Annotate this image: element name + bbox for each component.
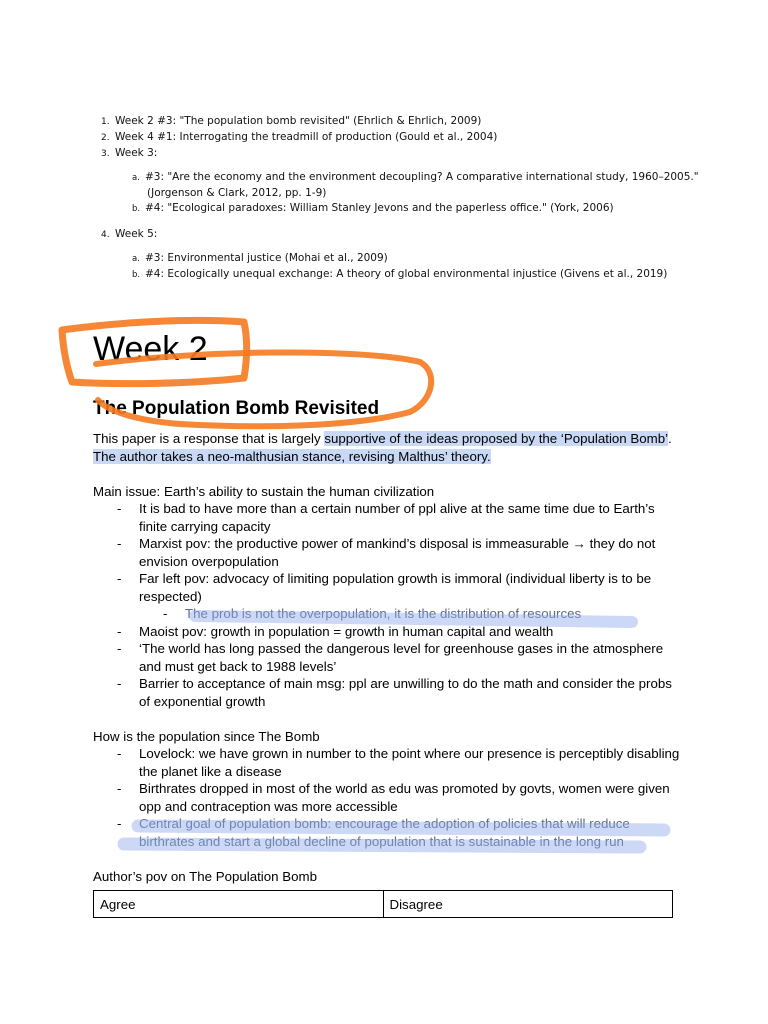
table-row [94, 891, 673, 918]
since-bomb-title: How is the population since The Bomb [93, 728, 320, 744]
list-item: - Central goal of population bomb: encourage the adoption of policies that will reduce birthrates and start a global decline of population that is sustainable in the long run [93, 815, 683, 850]
list-item: - ‘The world has long passed the dangerous level for greenhouse gases in the atmosphere and must get back to 1988 levels’ [93, 640, 683, 675]
reading-item-3: 3. Week 3: [101, 147, 158, 159]
main-issue-list [93, 500, 683, 710]
list-item: - Marxist pov: the productive power of mankind’s disposal is immeasurable → they do not envision overpopulation [93, 535, 683, 570]
reading-item-4: 4. Week 5: [101, 228, 158, 240]
disagree-cell: Disagree [383, 891, 673, 918]
intro-paragraph: This paper is a response that is largely supportive of the ideas proposed by the ‘Population Bomb’. The author takes a neo-malthusian stance, revising Malthus’ theory. [93, 431, 672, 464]
list-item: - Maoist pov: growth in population = growth in human capital and wealth [93, 623, 683, 641]
list-item: - Barrier to acceptance of main msg: ppl are unwilling to do the math and consider the probs of exponential growth [93, 675, 683, 710]
reading-subitem-5a: a. #3: Environmental justice (Mohai et al., 2009) [132, 252, 388, 264]
reading-list [101, 114, 721, 283]
list-item: - It is bad to have more than a certain number of ppl alive at the same time due to Earth’s finite carrying capacity [93, 500, 683, 535]
notes-body [93, 430, 683, 885]
pov-table [93, 890, 673, 918]
list-item: - Far left pov: advocacy of limiting population growth is immoral (individual liberty is to be respected) [93, 570, 683, 605]
highlighted-text: The author takes a neo-malthusian stance, revising Malthus’ theory. [93, 448, 491, 464]
sub-list-item: - The prob is not the overpopulation, it is the distribution of resources [93, 605, 683, 623]
main-issue-title: Main issue: Earth’s ability to sustain the human civilization [93, 483, 435, 499]
reading-subitem-3a: a. #3: "Are the economy and the environment decoupling? A comparative international study, 1960–2005." [132, 171, 699, 183]
section-title: The Population Bomb Revisited [93, 398, 380, 419]
reading-item-1: 1. Week 2 #3: "The population bomb revisited" (Ehrlich & Ehrlich, 2009) [101, 115, 482, 127]
reading-subitem-3b: b. #4: "Ecological paradoxes: William Stanley Jevons and the paperless office." (York, 2006) [132, 202, 614, 214]
reading-subitem-5b: b. #4: Ecologically unequal exchange: A theory of global environmental injustice (Givens et al., 2019) [132, 268, 668, 280]
list-item: - Lovelock: we have grown in number to the point where our presence is perceptibly disabling the planet like a disease [93, 745, 683, 780]
reading-item-2: 2. Week 4 #1: Interrogating the treadmill of production (Gould et al., 2004) [101, 131, 498, 143]
list-item: - Birthrates dropped in most of the world as edu was promoted by govts, women were given opp and contraception was more accessible [93, 780, 683, 815]
highlighted-text: supportive of the ideas proposed by the ‘Population Bomb’ [324, 431, 669, 446]
week-heading: Week 2 [93, 330, 208, 368]
since-bomb-list [93, 745, 683, 850]
agree-cell: Agree [94, 891, 384, 918]
pov-title: Author’s pov on The Population Bomb [93, 868, 317, 884]
reading-subitem-3a-cont: (Jorgenson & Clark, 2012, pp. 1-9) [147, 187, 327, 199]
